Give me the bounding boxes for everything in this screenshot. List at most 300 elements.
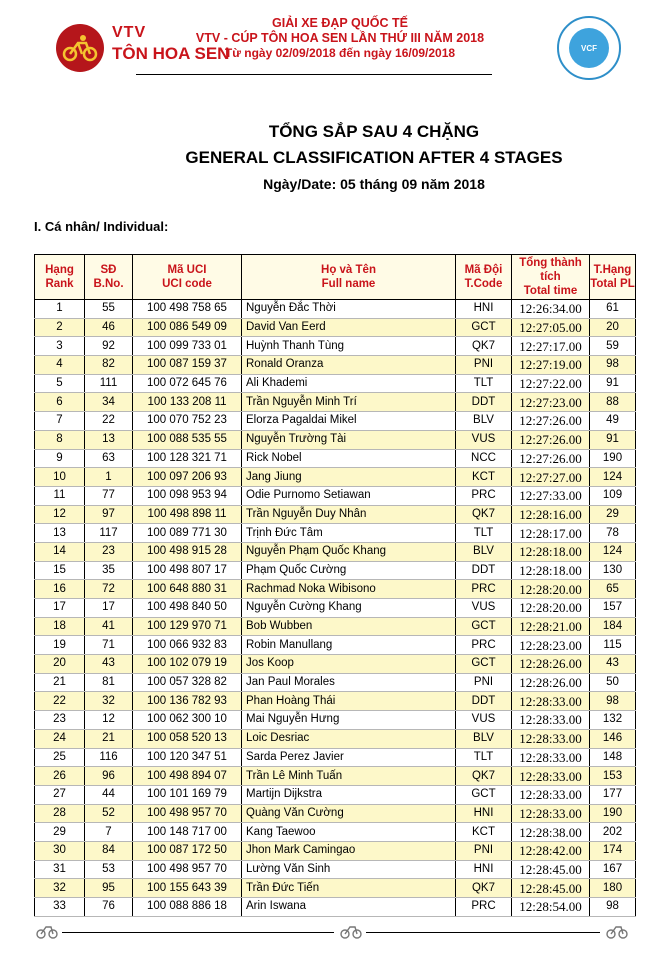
table-row (35, 300, 636, 319)
cell-uci-code: 100 498 957 70 (133, 804, 242, 823)
cell-total-time: 12:28:42.00 (512, 841, 590, 860)
col-header-team-vi: Mã Đội (464, 264, 503, 276)
cell-rider-name: Trần Nguyễn Duy Nhân (242, 505, 456, 524)
cell-total-time: 12:28:33.00 (512, 692, 590, 711)
col-header-time-vi2: tích (540, 271, 561, 283)
cell-team-code: TLT (456, 524, 512, 543)
cell-rider-name: Jhon Mark Camingao (242, 841, 456, 860)
cell-team-code: PRC (456, 898, 512, 917)
cell-total-points: 124 (590, 542, 636, 561)
cell-rank: 9 (35, 449, 85, 468)
cell-rider-name: Jos Koop (242, 655, 456, 674)
cyclist-emblem-icon (56, 24, 104, 72)
col-header-team (456, 255, 512, 300)
cell-rank: 3 (35, 337, 85, 356)
cell-team-code: TLT (456, 748, 512, 767)
cell-team-code: BLV (456, 412, 512, 431)
cell-team-code: QK7 (456, 879, 512, 898)
logo-brand-text: TÔN HOA SEN (112, 44, 230, 63)
cell-rank: 6 (35, 393, 85, 412)
cell-bib: 7 (85, 823, 133, 842)
cell-team-code: HNI (456, 860, 512, 879)
table-row (35, 841, 636, 860)
cell-uci-code: 100 498 915 28 (133, 542, 242, 561)
cell-uci-code: 100 498 807 17 (133, 561, 242, 580)
cell-total-time: 12:28:20.00 (512, 599, 590, 618)
cell-rank: 14 (35, 542, 85, 561)
cell-total-time: 12:28:45.00 (512, 860, 590, 879)
cell-rank: 21 (35, 673, 85, 692)
cell-total-points: 61 (590, 300, 636, 319)
table-row (35, 393, 636, 412)
cell-rank: 5 (35, 374, 85, 393)
table-row (35, 505, 636, 524)
col-header-time (512, 255, 590, 300)
cell-rank: 11 (35, 486, 85, 505)
cell-total-time: 12:28:17.00 (512, 524, 590, 543)
cell-total-points: 115 (590, 636, 636, 655)
cell-rank: 33 (35, 898, 85, 917)
cell-rank: 17 (35, 599, 85, 618)
col-header-team-en: T.Code (464, 278, 503, 290)
table-row (35, 767, 636, 786)
cell-bib: 43 (85, 655, 133, 674)
vcf-emblem-icon (569, 28, 609, 68)
table-row (35, 804, 636, 823)
cell-uci-code: 100 089 771 30 (133, 524, 242, 543)
cell-uci-code: 100 062 300 10 (133, 711, 242, 730)
col-header-points (590, 255, 636, 300)
table-row (35, 524, 636, 543)
cell-uci-code: 100 136 782 93 (133, 692, 242, 711)
cell-rider-name: Kang Taewoo (242, 823, 456, 842)
cell-rank: 20 (35, 655, 85, 674)
cell-uci-code: 100 058 520 13 (133, 729, 242, 748)
cell-rider-name: Nguyễn Cường Khang (242, 599, 456, 618)
cell-uci-code: 100 088 886 18 (133, 898, 242, 917)
cell-total-time: 12:28:21.00 (512, 617, 590, 636)
cyclist-ornament-icon (36, 920, 58, 940)
cell-total-points: 146 (590, 729, 636, 748)
cell-total-time: 12:28:38.00 (512, 823, 590, 842)
cell-rider-name: Phan Hoàng Thái (242, 692, 456, 711)
col-header-name-en: Full name (321, 278, 376, 290)
cell-total-time: 12:27:26.00 (512, 449, 590, 468)
footer-line-right (366, 932, 600, 933)
cell-team-code: KCT (456, 468, 512, 487)
cell-rank: 27 (35, 785, 85, 804)
cell-total-time: 12:28:23.00 (512, 636, 590, 655)
event-title: GIẢI XE ĐẠP QUỐC TẾ (272, 16, 408, 30)
cell-team-code: PRC (456, 636, 512, 655)
table-row (35, 879, 636, 898)
cell-total-time: 12:27:22.00 (512, 374, 590, 393)
cell-total-points: 65 (590, 580, 636, 599)
table-row (35, 468, 636, 487)
col-header-points-en: Total PL (590, 278, 635, 290)
cell-rider-name: Huỳnh Thanh Tùng (242, 337, 456, 356)
cell-team-code: GCT (456, 655, 512, 674)
cell-team-code: NCC (456, 449, 512, 468)
cell-total-points: 50 (590, 673, 636, 692)
cell-team-code: HNI (456, 804, 512, 823)
cell-total-points: 98 (590, 356, 636, 375)
table-row (35, 599, 636, 618)
table-row (35, 655, 636, 674)
table-row (35, 860, 636, 879)
col-header-time-vi1: Tổng thành (519, 257, 582, 269)
vcf-logo-text: VCF (581, 43, 597, 53)
cell-total-points: 29 (590, 505, 636, 524)
event-name: VTV - CÚP TÔN HOA SEN LẦN THỨ III NĂM 2018 (195, 31, 485, 45)
cell-rider-name: Bob Wubben (242, 617, 456, 636)
cell-bib: 117 (85, 524, 133, 543)
cell-rider-name: Trịnh Đức Tâm (242, 524, 456, 543)
cell-team-code: QK7 (456, 505, 512, 524)
cell-uci-code: 100 498 894 07 (133, 767, 242, 786)
cell-team-code: GCT (456, 318, 512, 337)
cell-bib: 21 (85, 729, 133, 748)
table-row (35, 785, 636, 804)
cell-total-time: 12:28:54.00 (512, 898, 590, 917)
cell-bib: 81 (85, 673, 133, 692)
cell-total-time: 12:28:20.00 (512, 580, 590, 599)
cell-rider-name: Rachmad Noka Wibisono (242, 580, 456, 599)
cell-total-points: 130 (590, 561, 636, 580)
classification-date: Ngày/Date: 05 tháng 09 năm 2018 (263, 176, 485, 192)
cell-total-time: 12:28:18.00 (512, 561, 590, 580)
cell-total-points: 98 (590, 692, 636, 711)
cell-team-code: DDT (456, 561, 512, 580)
table-row (35, 412, 636, 431)
logo-vtv-text: VTV (112, 24, 147, 41)
col-header-bib-en: B.No. (93, 278, 124, 290)
cell-total-points: 184 (590, 617, 636, 636)
cell-rider-name: Lường Văn Sinh (242, 860, 456, 879)
cell-team-code: BLV (456, 542, 512, 561)
cell-total-time: 12:27:19.00 (512, 356, 590, 375)
cell-bib: 72 (85, 580, 133, 599)
cell-uci-code: 100 072 645 76 (133, 374, 242, 393)
cell-bib: 63 (85, 449, 133, 468)
cell-total-time: 12:28:33.00 (512, 767, 590, 786)
cell-total-points: 98 (590, 898, 636, 917)
cell-total-points: 49 (590, 412, 636, 431)
cell-total-points: 124 (590, 468, 636, 487)
cell-bib: 41 (85, 617, 133, 636)
cell-bib: 22 (85, 412, 133, 431)
cell-rank: 12 (35, 505, 85, 524)
cell-total-time: 12:28:26.00 (512, 673, 590, 692)
cell-uci-code: 100 088 535 55 (133, 430, 242, 449)
col-header-rank (35, 255, 85, 300)
cell-total-points: 91 (590, 430, 636, 449)
col-header-bib-vi: SĐ (100, 264, 117, 276)
cell-total-points: 157 (590, 599, 636, 618)
cell-uci-code: 100 148 717 00 (133, 823, 242, 842)
table-row (35, 673, 636, 692)
cell-bib: 84 (85, 841, 133, 860)
cell-uci-code: 100 498 758 65 (133, 300, 242, 319)
cell-team-code: DDT (456, 393, 512, 412)
cell-bib: 35 (85, 561, 133, 580)
cell-total-time: 12:27:26.00 (512, 430, 590, 449)
cell-bib: 71 (85, 636, 133, 655)
cell-bib: 76 (85, 898, 133, 917)
cell-uci-code: 100 498 957 70 (133, 860, 242, 879)
cell-rider-name: Odie Purnomo Setiawan (242, 486, 456, 505)
cell-bib: 82 (85, 356, 133, 375)
cell-bib: 44 (85, 785, 133, 804)
table-row (35, 318, 636, 337)
cell-uci-code: 100 086 549 09 (133, 318, 242, 337)
cell-team-code: QK7 (456, 767, 512, 786)
col-header-name-vi: Họ và Tên (321, 264, 376, 276)
cell-rank: 10 (35, 468, 85, 487)
cell-rank: 24 (35, 729, 85, 748)
cell-rider-name: Phạm Quốc Cường (242, 561, 456, 580)
cell-total-time: 12:26:34.00 (512, 300, 590, 319)
classification-table (34, 254, 636, 917)
cell-rider-name: Nguyễn Trường Tài (242, 430, 456, 449)
cell-rank: 25 (35, 748, 85, 767)
cell-uci-code: 100 097 206 93 (133, 468, 242, 487)
cell-rider-name: Rick Nobel (242, 449, 456, 468)
cell-bib: 32 (85, 692, 133, 711)
cell-rank: 15 (35, 561, 85, 580)
cell-uci-code: 100 128 321 71 (133, 449, 242, 468)
cell-team-code: PRC (456, 486, 512, 505)
cell-total-time: 12:28:16.00 (512, 505, 590, 524)
cell-uci-code: 100 070 752 23 (133, 412, 242, 431)
cell-bib: 34 (85, 393, 133, 412)
cell-bib: 116 (85, 748, 133, 767)
cell-bib: 17 (85, 599, 133, 618)
cell-rank: 26 (35, 767, 85, 786)
cell-total-points: 109 (590, 486, 636, 505)
cell-total-time: 12:28:45.00 (512, 879, 590, 898)
cell-rank: 23 (35, 711, 85, 730)
cell-total-points: 91 (590, 374, 636, 393)
cell-rank: 19 (35, 636, 85, 655)
classification-body (35, 300, 636, 917)
cell-total-time: 12:27:33.00 (512, 486, 590, 505)
cell-team-code: GCT (456, 617, 512, 636)
cell-bib: 52 (85, 804, 133, 823)
classification-titles (0, 120, 668, 196)
cell-bib: 13 (85, 430, 133, 449)
cell-rider-name: Robin Manullang (242, 636, 456, 655)
table-header-row (35, 255, 636, 300)
cell-total-points: 180 (590, 879, 636, 898)
cell-rider-name: Martijn Dijkstra (242, 785, 456, 804)
cell-bib: 55 (85, 300, 133, 319)
vcf-logo (557, 16, 621, 80)
cell-rider-name: Loic Desriac (242, 729, 456, 748)
cell-uci-code: 100 498 840 50 (133, 599, 242, 618)
page-footer (34, 918, 635, 942)
cell-bib: 46 (85, 318, 133, 337)
cell-total-points: 167 (590, 860, 636, 879)
cell-total-time: 12:28:33.00 (512, 729, 590, 748)
cell-rank: 13 (35, 524, 85, 543)
cell-rider-name: Ronald Oranza (242, 356, 456, 375)
col-header-uci (133, 255, 242, 300)
cell-uci-code: 100 155 643 39 (133, 879, 242, 898)
cell-rider-name: David Van Eerd (242, 318, 456, 337)
cell-rider-name: Mai Nguyễn Hưng (242, 711, 456, 730)
table-row (35, 356, 636, 375)
cell-team-code: GCT (456, 785, 512, 804)
table-row (35, 561, 636, 580)
cell-total-points: 202 (590, 823, 636, 842)
document-header (0, 0, 668, 95)
cell-bib: 111 (85, 374, 133, 393)
table-row (35, 748, 636, 767)
cell-rank: 29 (35, 823, 85, 842)
cell-rank: 18 (35, 617, 85, 636)
cell-team-code: VUS (456, 430, 512, 449)
cell-total-points: 190 (590, 449, 636, 468)
table-row (35, 337, 636, 356)
cell-total-points: 177 (590, 785, 636, 804)
cell-team-code: PNI (456, 673, 512, 692)
cell-uci-code: 100 129 970 71 (133, 617, 242, 636)
cell-total-time: 12:27:05.00 (512, 318, 590, 337)
cell-total-points: 148 (590, 748, 636, 767)
cell-rider-name: Trần Đức Tiến (242, 879, 456, 898)
cell-rank: 7 (35, 412, 85, 431)
section-heading: I. Cá nhân/ Individual: (34, 219, 169, 234)
cell-uci-code: 100 101 169 79 (133, 785, 242, 804)
cyclist-ornament-icon (606, 920, 628, 940)
cell-total-points: 20 (590, 318, 636, 337)
event-dates: Từ ngày 02/09/2018 đến ngày 16/09/2018 (224, 46, 456, 60)
cell-rank: 30 (35, 841, 85, 860)
header-divider (136, 74, 492, 75)
cell-rider-name: Jang Jiung (242, 468, 456, 487)
cell-total-time: 12:28:33.00 (512, 711, 590, 730)
cell-uci-code: 100 066 932 83 (133, 636, 242, 655)
cell-rank: 22 (35, 692, 85, 711)
cell-bib: 92 (85, 337, 133, 356)
title-english: GENERAL CLASSIFICATION AFTER 4 STAGES (185, 148, 563, 167)
cell-bib: 97 (85, 505, 133, 524)
cell-team-code: TLT (456, 374, 512, 393)
cell-uci-code: 100 102 079 19 (133, 655, 242, 674)
cell-rider-name: Nguyễn Đắc Thời (242, 300, 456, 319)
col-header-points-vi: T.Hạng (593, 264, 632, 276)
table-row (35, 729, 636, 748)
event-info (190, 16, 490, 61)
cell-uci-code: 100 099 733 01 (133, 337, 242, 356)
cell-uci-code: 100 098 953 94 (133, 486, 242, 505)
cell-total-points: 59 (590, 337, 636, 356)
cell-team-code: KCT (456, 823, 512, 842)
cell-bib: 23 (85, 542, 133, 561)
table-row (35, 711, 636, 730)
cell-team-code: QK7 (456, 337, 512, 356)
cell-uci-code: 100 648 880 31 (133, 580, 242, 599)
cell-bib: 95 (85, 879, 133, 898)
cell-uci-code: 100 120 347 51 (133, 748, 242, 767)
table-row (35, 636, 636, 655)
cell-bib: 1 (85, 468, 133, 487)
cell-rider-name: Arin Iswana (242, 898, 456, 917)
table-row (35, 430, 636, 449)
cell-team-code: DDT (456, 692, 512, 711)
cell-total-time: 12:28:18.00 (512, 542, 590, 561)
cell-total-points: 190 (590, 804, 636, 823)
cell-rider-name: Quàng Văn Cường (242, 804, 456, 823)
table-row (35, 898, 636, 917)
col-header-rank-en: Rank (45, 278, 74, 290)
cell-total-time: 12:27:27.00 (512, 468, 590, 487)
table-row (35, 580, 636, 599)
cell-bib: 96 (85, 767, 133, 786)
cell-bib: 12 (85, 711, 133, 730)
cell-total-points: 78 (590, 524, 636, 543)
table-row (35, 486, 636, 505)
cell-team-code: PNI (456, 841, 512, 860)
cell-total-points: 132 (590, 711, 636, 730)
cell-total-points: 153 (590, 767, 636, 786)
cell-rider-name: Ali Khademi (242, 374, 456, 393)
cell-total-time: 12:28:33.00 (512, 785, 590, 804)
cell-rider-name: Elorza Pagaldai Mikel (242, 412, 456, 431)
cell-rider-name: Nguyễn Phạm Quốc Khang (242, 542, 456, 561)
cell-uci-code: 100 133 208 11 (133, 393, 242, 412)
cell-team-code: VUS (456, 599, 512, 618)
cell-rank: 16 (35, 580, 85, 599)
table-row (35, 823, 636, 842)
cell-rank: 4 (35, 356, 85, 375)
col-header-rank-vi: Hạng (45, 264, 74, 276)
table-row (35, 692, 636, 711)
cell-team-code: BLV (456, 729, 512, 748)
cell-total-time: 12:27:23.00 (512, 393, 590, 412)
cell-rank: 8 (35, 430, 85, 449)
cell-team-code: HNI (456, 300, 512, 319)
cell-total-time: 12:27:26.00 (512, 412, 590, 431)
cell-team-code: PRC (456, 580, 512, 599)
cell-rank: 32 (35, 879, 85, 898)
cell-uci-code: 100 087 172 50 (133, 841, 242, 860)
cell-rider-name: Trần Nguyễn Minh Trí (242, 393, 456, 412)
cell-rider-name: Trần Lê Minh Tuấn (242, 767, 456, 786)
footer-line-left (62, 932, 334, 933)
col-header-name (242, 255, 456, 300)
cell-total-time: 12:28:33.00 (512, 748, 590, 767)
table-row (35, 542, 636, 561)
cell-rank: 28 (35, 804, 85, 823)
cell-total-time: 12:27:17.00 (512, 337, 590, 356)
cell-total-time: 12:28:33.00 (512, 804, 590, 823)
cell-total-time: 12:28:26.00 (512, 655, 590, 674)
col-header-uci-vi: Mã UCI (167, 264, 207, 276)
col-header-bib (85, 255, 133, 300)
col-header-time-en: Total time (523, 285, 578, 297)
cyclist-ornament-icon (340, 920, 362, 940)
table-row (35, 449, 636, 468)
cell-rider-name: Sarda Perez Javier (242, 748, 456, 767)
cell-bib: 53 (85, 860, 133, 879)
cell-uci-code: 100 498 898 11 (133, 505, 242, 524)
cell-total-points: 43 (590, 655, 636, 674)
table-row (35, 374, 636, 393)
cell-team-code: VUS (456, 711, 512, 730)
table-row (35, 617, 636, 636)
